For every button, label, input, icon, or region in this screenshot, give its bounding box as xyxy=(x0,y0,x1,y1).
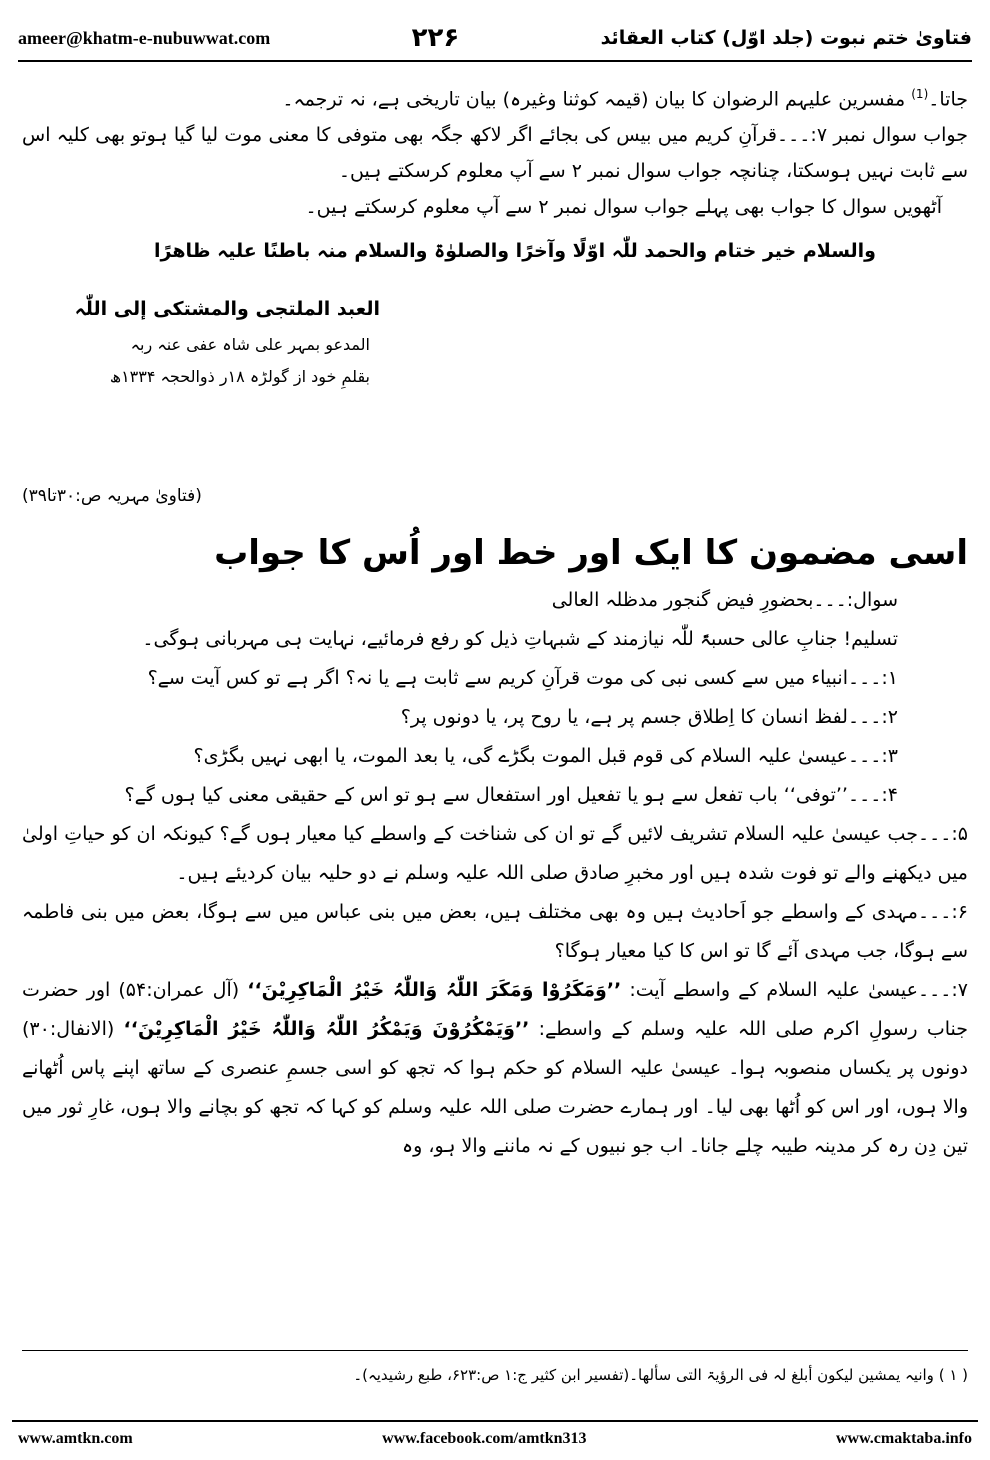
question-text: ’’توفی‘‘ باب تفعل سے ہو یا تفعیل اور استفعال سے ہو تو اس کے حقیقی معنی کیا ہوں گے؟ xyxy=(124,784,848,807)
letter-intro: تسلیم! جنابِ عالی حسبۃً للّٰہ نیازمند کے شبہاتِ ذیل کو رفع فرمائیے، نہایت ہی مہربانی ہوگی۔ xyxy=(142,628,898,651)
quran-quote-2: ’’وَیَمْکُرُوْنَ وَیَمْکُرُ اللّٰہُ وَاللّٰہُ خَیْرُ الْمَاکِرِیْنَ‘‘ xyxy=(123,1018,530,1041)
question-number: ۶:۔۔۔ xyxy=(917,901,968,924)
quran-reference-1: (آل عمران:۵۴) xyxy=(110,979,248,1002)
source-citation: (فتاویٰ مہریہ ص:۳۰تا۳۹) xyxy=(22,486,202,507)
quran-reference-2: (الانفال:۳۰) xyxy=(22,1018,124,1041)
question-3 xyxy=(22,737,968,776)
question-number: ۷:۔۔۔ xyxy=(917,979,969,1002)
footnote-marker: (1) xyxy=(911,87,929,101)
line1-rest: مفسرین علیہم الرضوان کا بیان (قیمہ کوثنا وغیرہ) بیان تاریخی ہے، نہ ترجمہ۔ xyxy=(282,88,912,111)
answer-7-label: جواب سوال نمبر ۷:۔۔۔ xyxy=(777,124,968,147)
footer-website-center: www.facebook.com/amtkn313 xyxy=(382,1430,587,1447)
signature-line-3: بقلمِ خود از گولڑہ ۱۸ر ذوالحجہ ۱۳۳۴ھ xyxy=(109,367,370,387)
question-number: ۵:۔۔۔ xyxy=(917,823,968,846)
signature-line-1: العبد الملتجی والمشتکی إلی اللّٰہ xyxy=(74,298,380,321)
salutation-label: سوال:۔۔۔ xyxy=(813,589,898,612)
question-6 xyxy=(22,893,968,971)
quran-quote-1: ’’وَمَکَرُوْا وَمَکَرَ اللّٰہُ وَاللّٰہُ خَیْرُ الْمَاکِرِیْنَ‘‘ xyxy=(247,979,622,1002)
page-number: ۲۲۶ xyxy=(411,23,460,53)
question-1 xyxy=(22,659,968,698)
answer-7 xyxy=(22,117,968,189)
closing-line: والسلام خیر ختام والحمد للّٰہ اوّلًا وآخرًا والصلوٰۃ والسلام منہ باطنًا علیہ ظاھرًا xyxy=(154,240,876,263)
book-title: فتاویٰ ختم نبوت (جلد اوّل) کتاب العقائد xyxy=(600,27,972,49)
question-2 xyxy=(22,698,968,737)
letter-section xyxy=(22,581,968,1166)
answer-section xyxy=(22,76,968,269)
question-7-part-3: دونوں پر یکساں منصوبہ ہوا۔ عیسیٰ علیہ السلام کو حکم ہوا کہ تجھ کو اسی جسمِ عنصری کے ساتھ اپنے پاس اُٹھانے والا ہوں، اور اس کو اُٹھا بھی لیا۔ اور ہمارے حضرت صلی اللہ علیہ وسلم کو کہا کہ تجھ کو بچانے والا ہوں، غارِ ثور میں تین دِن رہ کر مدینہ طیبہ چلے جانا۔ اب جو نبیوں کے نہ ماننے والا ہو، وہ xyxy=(22,1057,968,1158)
signature-block xyxy=(22,289,380,393)
footnote-divider xyxy=(22,1350,968,1351)
question-text: مہدی کے واسطے جو اَحادیث ہیں وہ بھی مختلف ہیں، بعض میں بنی عباس میں سے ہوگا، بعض میں بنی فاطمہ سے ہوگا، جب مہدی آئے گا تو اس کا کیا معیار ہوگا؟ xyxy=(22,901,968,963)
question-5 xyxy=(22,815,968,893)
question-text: لفظ انسان کا اِطلاق جسم پر ہے، یا روح پر، یا دونوں پر؟ xyxy=(400,706,848,729)
footer-website-right: www.cmaktaba.info xyxy=(835,1430,972,1447)
question-number: ۱:۔۔۔ xyxy=(847,667,898,690)
answer-8: آٹھویں سوال کا جواب بھی پہلے جواب سوال نمبر ۲ سے آپ معلوم کرسکتے ہیں۔ xyxy=(305,196,942,219)
salutation-text: بحضورِ فیض گنجور مدظلہ العالی xyxy=(551,589,814,612)
signature-line-2: المدعو بمہر علی شاہ عفی عنہ ربہ xyxy=(130,335,370,355)
question-text: عیسیٰ علیہ السلام کی قوم قبل الموت بگڑے گی، یا بعد الموت، یا ابھی نہیں بگڑی؟ xyxy=(193,745,848,768)
question-7 xyxy=(22,971,968,1166)
question-text: جب عیسیٰ علیہ السلام تشریف لائیں گے تو ان کی شناخت کے واسطے کیا معیار ہوں گے؟ کیونکہ ان کو حیاتِ اولیٰ میں دیکھنے والے تو فوت شدہ ہیں اور مخبرِ صادق صلی اللہ علیہ وسلم نے دو حلیہ بیان کردیئے ہیں۔ xyxy=(22,823,968,885)
footnote xyxy=(22,1362,968,1388)
question-number: ۲:۔۔۔ xyxy=(847,706,898,729)
page-footer xyxy=(18,1428,972,1450)
question-number: ۳:۔۔۔ xyxy=(847,745,898,768)
section-heading: اسی مضمون کا ایک اور خط اور اُس کا جواب xyxy=(214,533,968,574)
header-email: ameer@khatm-e-nubuwwat.com xyxy=(18,27,271,48)
footer-divider xyxy=(12,1420,978,1422)
question-number: ۴:۔۔۔ xyxy=(847,784,898,807)
footnote-number: ( ۱ ) xyxy=(938,1366,968,1384)
salutation xyxy=(22,581,968,620)
answer-7-text: قرآنِ کریم میں بیس کی بجائے اگر لاکھ جگہ بھی متوفی کا معنی موت لیا گیا ہوتو بھی کلیہ اس سے ثابت نہیں ہوسکتا، چنانچہ جواب سوال نمبر ۲ سے آپ معلوم کرسکتے ہیں۔ xyxy=(22,124,968,183)
question-4 xyxy=(22,776,968,815)
answer-line-1 xyxy=(22,76,968,117)
footnote-text: وانیہ یمشین لیکون أبلغ لہ فی الرؤیۃ التی سألھا۔(تفسیر ابن کثیر ج:۱ ص:۶۲۳، طبع رشیدیہ)۔ xyxy=(353,1366,939,1384)
page-body xyxy=(22,76,968,1166)
question-7-part-2: اور حضرت جناب رسولِ اکرم صلی اللہ علیہ وسلم کے واسطے: xyxy=(22,979,968,1041)
footer-website-left: www.amtkn.com xyxy=(18,1430,133,1447)
question-7-part-1: عیسیٰ علیہ السلام کے واسطے آیت: xyxy=(621,979,918,1002)
question-text: انبیاء میں سے کسی نبی کی موت قرآنِ کریم سے ثابت ہے یا نہ؟ اگر ہے تو کس آیت سے؟ xyxy=(147,667,848,690)
line1-start: جاتا۔ xyxy=(928,88,968,111)
page-header xyxy=(18,16,972,62)
